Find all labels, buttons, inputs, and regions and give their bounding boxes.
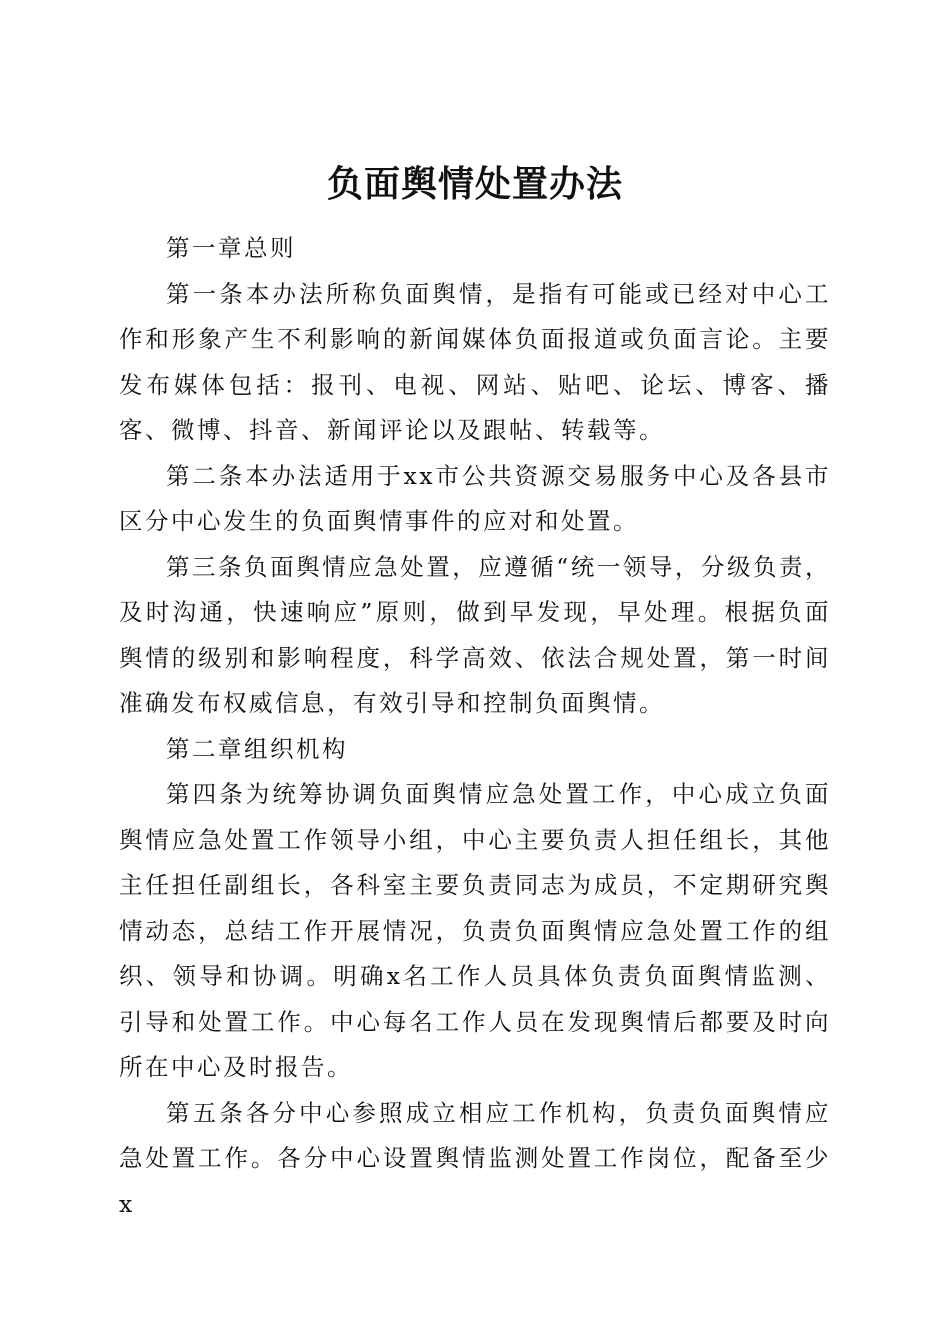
chapter-heading-2: 第二章组织机构 — [166, 734, 348, 763]
document-body — [119, 226, 831, 1227]
article-paragraph-2: 第二条本办法适用于xx市公共资源交易服务中心及各县市区分中心发生的负面舆情事件的应对和处置。 — [119, 461, 831, 535]
article-paragraph-3: 第三条负面舆情应急处置，应遵循“统一领导，分级负责，及时沟通，快速响应”原则，做到早发现，早处理。根据负面舆情的级别和影响程度，科学高效、依法合规处置，第一时间准确发布权威信息，有效引导和控制负面舆情。 — [119, 552, 831, 717]
document-title: 负面舆情处置办法 — [326, 163, 623, 206]
article-paragraph-4: 第四条为统筹协调负面舆情应急处置工作，中心成立负面舆情应急处置工作领导小组，中心主要负责人担任组长，其他主任担任副组长，各科室主要负责同志为成员，不定期研究舆情动态，总结工作开展情况，负责负面舆情应急处置工作的组织、领导和协调。明确x名工作人员具体负责负面舆情监测、引导和处置工作。中心每名工作人员在发现舆情后都要及时向所在中心及时报告。 — [119, 780, 831, 1081]
chapter-heading-1: 第一章总则 — [166, 234, 296, 262]
article-paragraph-1: 第一条本办法所称负面舆情，是指有可能或已经对中心工作和形象产生不利影响的新闻媒体负面报道或负面言论。主要发布媒体包括：报刊、电视、网站、贴吧、论坛、博客、播客、微博、抖音、新闻评论以及跟帖、转载等。 — [119, 279, 831, 444]
article-paragraph-5: 第五条各分中心参照成立相应工作机构，负责负面舆情应急处置工作。各分中心设置舆情监测处置工作岗位，配备至少x — [119, 1098, 831, 1218]
